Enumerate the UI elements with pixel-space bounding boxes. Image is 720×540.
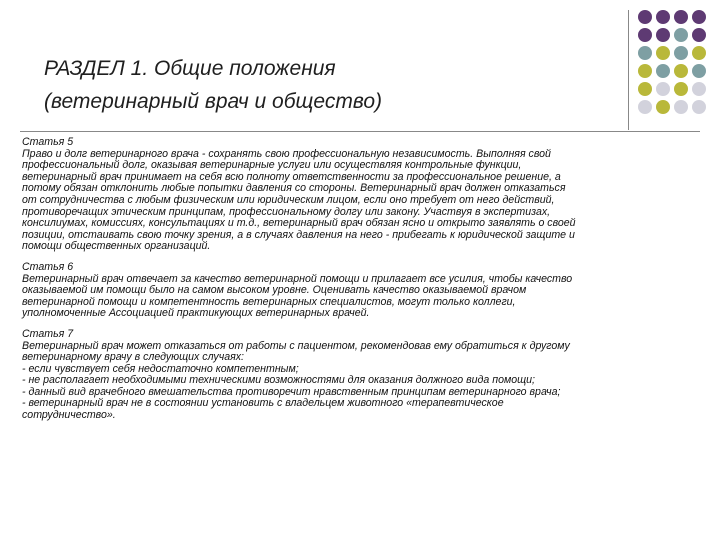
slide-title — [44, 52, 584, 118]
article-6 — [22, 262, 708, 320]
decorative-dot — [638, 100, 652, 114]
article-text-line: Право и долг ветеринарного врача - сохранять свою профессиональную независимость. Выполняя свой — [22, 147, 551, 160]
article-text-line: от сотрудничества с любым физическим или юридическим лицом, если оно требует от него действий, — [22, 193, 555, 206]
article-title: Статья 6 — [22, 260, 74, 273]
decorative-dot — [638, 82, 652, 96]
decorative-dot — [638, 10, 652, 24]
article-text-line: Ветеринарный врач может отказаться от работы с пациентом, рекомендовав ему обратиться к другому — [22, 339, 570, 352]
decorative-dot — [692, 10, 706, 24]
article-text-line: профессиональный долг, оказывая ветеринарные услуги или осуществляя контрольные функции, — [22, 159, 522, 172]
article-list-item: - если чувствует себя недостаточно компетентным; — [22, 362, 299, 375]
decorative-dot-grid — [638, 10, 706, 114]
decorative-dot — [638, 46, 652, 60]
decorative-dot — [674, 82, 688, 96]
decorative-dot — [674, 100, 688, 114]
decorative-dot — [674, 10, 688, 24]
article-text-line: позиции, отстаивать свою точку зрения, а в случаях давления на него - прибегать к юридической защите и — [22, 228, 575, 241]
decorative-dot — [692, 64, 706, 78]
decorative-dot — [656, 64, 670, 78]
article-text-line: Ветеринарный врач отвечает за качество ветеринарной помощи и прилагает все усилия, чтобы качество — [22, 272, 573, 285]
horizontal-divider — [20, 131, 700, 132]
article-title: Статья 7 — [22, 327, 74, 340]
article-text-line: потому обязан отклонить любые попытки давления со стороны. Ветеринарный врач должен отказаться — [22, 182, 566, 195]
decorative-dot — [692, 46, 706, 60]
decorative-dot — [656, 46, 670, 60]
slide-title-line-1: РАЗДЕЛ 1. Общие положения — [44, 57, 336, 80]
decorative-dot — [692, 82, 706, 96]
decorative-dot — [674, 64, 688, 78]
article-title: Статья 5 — [22, 136, 74, 148]
decorative-dot — [674, 46, 688, 60]
decorative-dot — [656, 82, 670, 96]
decorative-dot — [692, 100, 706, 114]
article-list-item: - данный вид врачебного вмешательства противоречит нравственным принципам ветеринарного врача; — [22, 385, 561, 398]
article-text-line: противоречащих этическим принципам, профессиональному долгу или закону. Участвуя в экспертизах, — [22, 205, 551, 218]
article-text-line: сотрудничество». — [22, 409, 116, 422]
decorative-dot — [656, 10, 670, 24]
article-list-item: - не располагает необходимыми техническими возможностями для оказания должного вида помощи; — [22, 374, 535, 387]
decorative-dot — [656, 28, 670, 42]
slide-body — [22, 137, 708, 431]
decorative-dot — [638, 28, 652, 42]
vertical-divider — [628, 10, 629, 130]
slide-title-line-2: (ветеринарный врач и общество) — [44, 90, 383, 113]
article-text-line: помощи общественных организаций. — [22, 240, 211, 253]
article-list-item: - ветеринарный врач не в состоянии установить с владельцем животного «терапевтическое — [22, 397, 504, 410]
article-text-line: ветеринарный врач принимает на себя всю полноту ответственности за профессиональное решение, а — [22, 170, 561, 183]
decorative-dot — [638, 64, 652, 78]
article-5 — [22, 137, 708, 253]
article-text-line: ветеринарному врачу в следующих случаях: — [22, 351, 245, 364]
article-text-line: консилиумах, комиссиях, консультациях и т.д., ветеринарный врач обязан ясно и открыто заявлять о своей — [22, 217, 576, 230]
article-text-line: уполномоченные Ассоциацией практикующих ветеринарных врачей. — [22, 307, 370, 320]
article-text-line: оказываемой им помощи было на самом высоком уровне. Оценивать качество оказываемой врачом — [22, 284, 527, 297]
decorative-dot — [674, 28, 688, 42]
decorative-dot — [656, 100, 670, 114]
decorative-dot — [692, 28, 706, 42]
article-text-line: ветеринарной помощи и компетентность ветеринарных специалистов, могут только коллеги, — [22, 295, 516, 308]
article-7 — [22, 329, 708, 422]
